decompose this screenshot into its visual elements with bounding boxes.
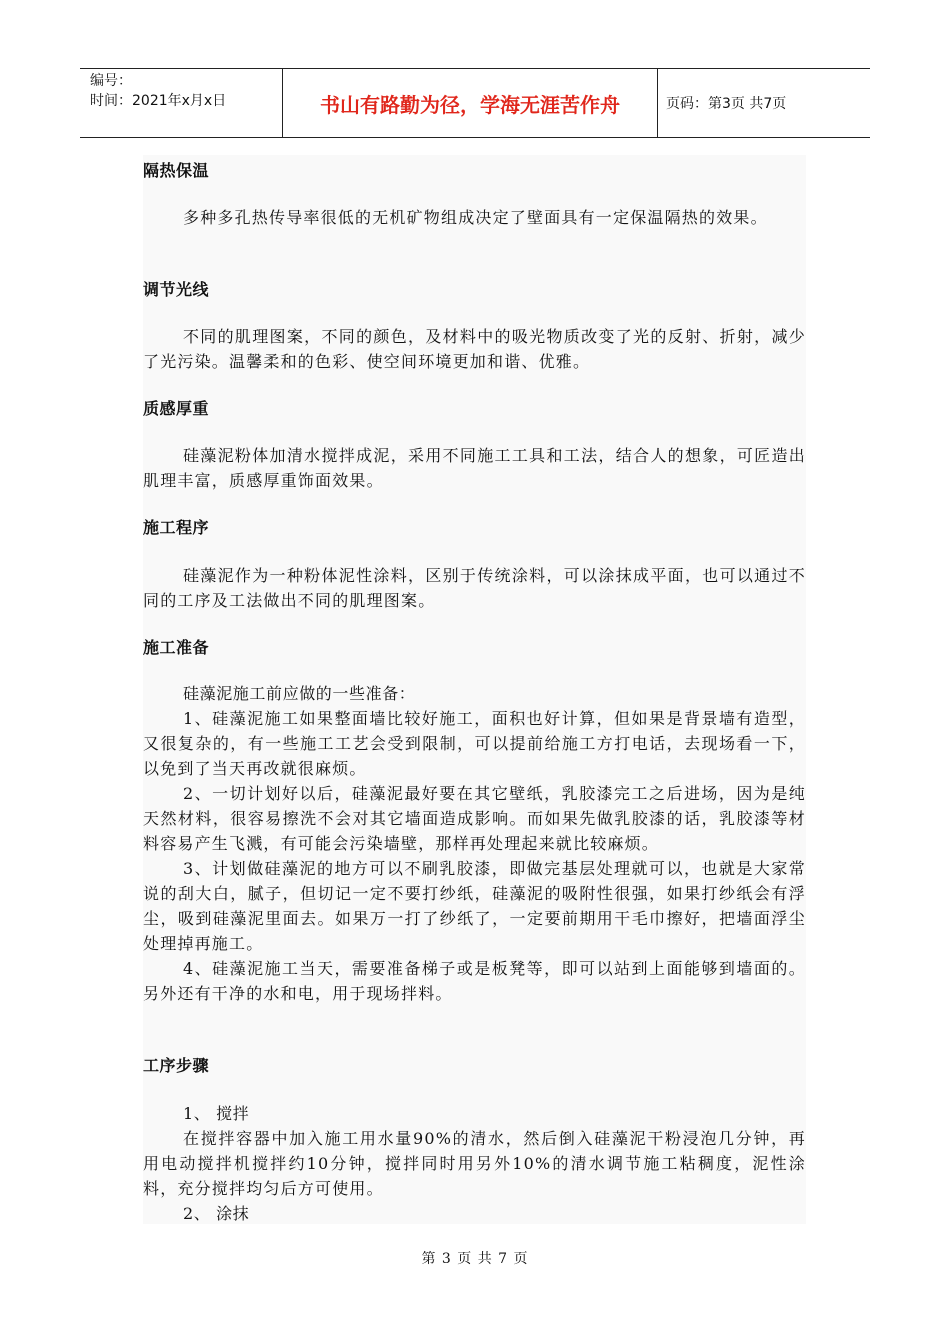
page-footer: 第 3 页 共 7 页 bbox=[421, 1251, 529, 1267]
heading-texture: 质感厚重 bbox=[143, 399, 210, 418]
preparation-item-3: 3、计划做硅藻泥的地方可以不刷乳胶漆，即做完基层处理就可以，也就是大家常说的刮大白，腻子，但切记一定不要打纱纸，硅藻泥的吸附性很强，如果打纱纸会有浮尘，吸到硅藻泥里面去。如果万一打了纱纸了，一定要前期用干毛巾擦好，把墙面浮尘处理掉再施工。 bbox=[143, 859, 806, 953]
paragraph-text: 硅藻泥作为一种粉体泥性涂料，区别于传统涂料，可以涂抹成平面，也可以通过不同的工序及工法做出不同的肌理图案。 bbox=[143, 566, 806, 610]
step-2-label: 2、 涂抹 bbox=[183, 1204, 250, 1223]
paragraph-text: 不同的肌理图案，不同的颜色，及材料中的吸光物质改变了光的反射、折射，减少了光污染。温馨柔和的色彩、使空间环境更加和谐、优雅。 bbox=[143, 327, 806, 371]
paragraph-insulation bbox=[143, 205, 806, 230]
header-motto: 书山有路勤为径，学海无涯苦作舟 bbox=[282, 69, 658, 137]
heading-light: 调节光线 bbox=[143, 280, 210, 299]
paragraph-texture bbox=[143, 443, 806, 493]
paragraph-light bbox=[143, 324, 806, 374]
heading-procedure: 施工程序 bbox=[143, 518, 210, 537]
preparation-list bbox=[143, 681, 806, 1006]
heading-insulation: 隔热保温 bbox=[143, 161, 210, 180]
step-1-text: 在搅拌容器中加入施工用水量90%的清水，然后倒入硅藻泥干粉浸泡几分钟，再用电动搅拌机搅拌约10分钟，搅拌同时用另外10%的清水调节施工粘稠度，泥性涂料，充分搅拌均匀后方可使用。 bbox=[143, 1129, 806, 1198]
paragraph-text: 多种多孔热传导率很低的无机矿物组成决定了壁面具有一定保温隔热的效果。 bbox=[183, 208, 768, 227]
heading-steps: 工序步骤 bbox=[143, 1056, 210, 1075]
heading-preparation: 施工准备 bbox=[143, 638, 210, 657]
preparation-item-4: 4、硅藻泥施工当天，需要准备梯子或是板凳等，即可以站到上面能够到墙面的。另外还有干净的水和电，用于现场拌料。 bbox=[143, 959, 806, 1003]
header-left-cell bbox=[80, 69, 282, 137]
paragraph-text: 硅藻泥粉体加清水搅拌成泥，采用不同施工工具和工法，结合人的想象，可匠造出肌理丰富，质感厚重饰面效果。 bbox=[143, 446, 806, 490]
document-time-label: 时间：2021年x月x日 bbox=[90, 93, 227, 109]
document-body bbox=[143, 155, 806, 1224]
document-number-label: 编号： bbox=[90, 73, 132, 89]
preparation-intro: 硅藻泥施工前应做的一些准备： bbox=[183, 684, 416, 703]
page-header bbox=[80, 68, 870, 138]
preparation-item-2: 2、一切计划好以后，硅藻泥最好要在其它壁纸，乳胶漆完工之后进场，因为是纯天然材料，很容易擦洗不会对其它墙面造成影响。而如果先做乳胶漆的话，乳胶漆等材料容易产生飞溅，有可能会污染墙壁，那样再处理起来就比较麻烦。 bbox=[143, 784, 806, 853]
steps-list bbox=[143, 1101, 806, 1226]
preparation-item-1: 1、硅藻泥施工如果整面墙比较好施工，面积也好计算，但如果是背景墙有造型，又很复杂的，有一些施工工艺会受到限制，可以提前给施工方打电话，去现场看一下，以免到了当天再改就很麻烦。 bbox=[143, 709, 806, 778]
paragraph-procedure bbox=[143, 563, 806, 613]
header-page-label: 页码：第3页 共7页 bbox=[666, 96, 787, 112]
step-1-label: 1、 搅拌 bbox=[183, 1104, 250, 1123]
